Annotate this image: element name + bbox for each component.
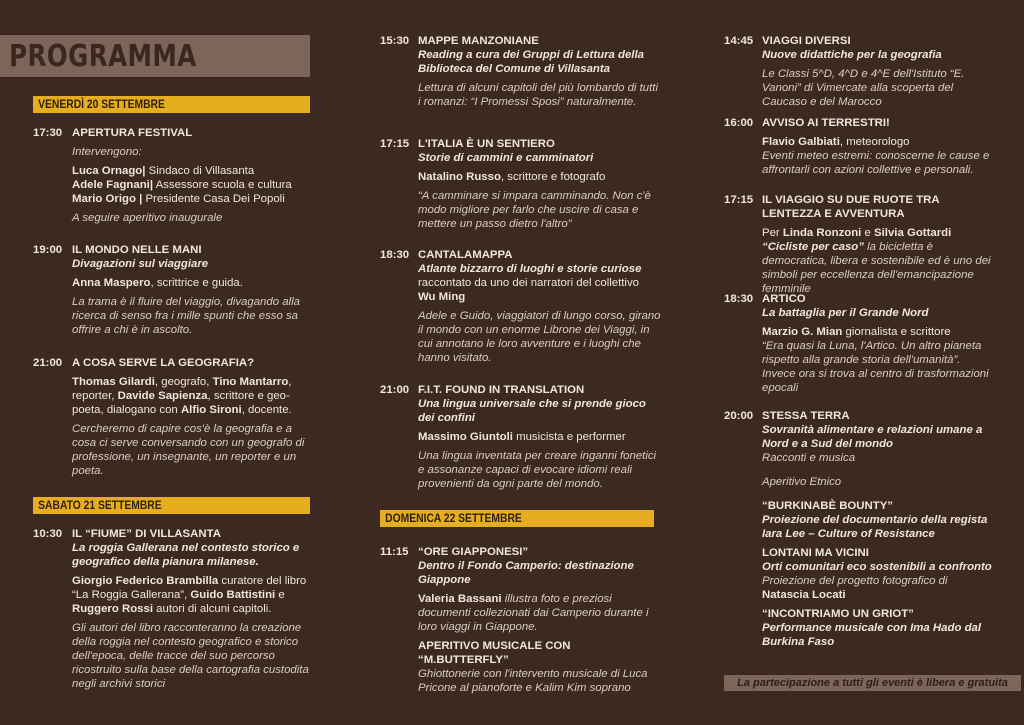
speaker-line: Flavio Galbiati, meteorologo — [762, 136, 910, 148]
event-description: Eventi meteo estremi: conoscerne le cause e affrontarli con azioni collettive e personali. — [762, 150, 990, 176]
performance-subtitle: Performance musicale con Ima Hado dal Burkina Faso — [762, 622, 982, 648]
event-subtitle: Una lingua universale che si prende gioco dei confini — [418, 398, 646, 424]
event-time: 21:00 — [380, 384, 410, 396]
event-title: CANTALAMAPPA — [418, 249, 513, 261]
page-title-banner — [0, 35, 310, 77]
event-time: 16:00 — [724, 117, 754, 129]
event-time: 10:30 — [33, 528, 63, 540]
event-time: 20:00 — [724, 410, 754, 422]
speaker-line: Giorgio Federico Brambilla curatore del libro “La Roggia Gallerana”, Guido Battistini e Ruggero Rossi autori di alcuni capitoli. — [72, 575, 307, 615]
project-subtitle: Orti comunitari eco sostenibili a confronto — [762, 561, 992, 573]
speaker-line: Mario Origo | Presidente Casa Dei Popoli — [72, 193, 285, 205]
event-title: VIAGGI DIVERSI — [762, 35, 851, 47]
speaker-line: Massimo Giuntoli musicista e performer — [418, 431, 626, 443]
event-subtitle: Sovranità alimentare e relazioni umane a Nord e a Sud del mondo — [762, 424, 983, 450]
event-title: IL MONDO NELLE MANI — [72, 244, 202, 256]
event-description: Lettura di alcuni capitoli del più lombardo di tutti i romanzi: “I Promessi Sposi” naturalmente. — [418, 82, 658, 108]
event-intro: Intervengono: — [72, 146, 142, 158]
event-description: Una lingua inventata per creare inganni fonetici e assonanze capaci di evocare idiomi reali provenienti da ogni parte del mondo. — [418, 450, 657, 490]
project-title: LONTANI MA VICINI — [762, 547, 869, 559]
event-description: Racconti e musica — [762, 452, 856, 464]
event-title: F.I.T. FOUND IN TRANSLATION — [418, 384, 585, 396]
day-header-friday: VENERDÌ 20 SETTEMBRE — [33, 96, 310, 113]
screening-title: “BURKINABÈ BOUNTY” — [762, 500, 893, 512]
page-title: PROGRAMMA — [9, 39, 197, 74]
event-title: AVVISO AI TERRESTRI! — [762, 117, 890, 129]
speaker-line: Thomas Gilardi, geografo, Tino Mantarro, reporter, Davide Sapienza, scrittore e geo-poeta, dialogano con Alfio Sironi, docente. — [72, 376, 292, 416]
event-title-aperitivo: APERITIVO MUSICALE CON “M.BUTTERFLY” — [418, 640, 571, 666]
event-description: Ghiottonerie con l'intervento musicale di Luca Pricone al pianoforte e Kalim Kim soprano — [418, 668, 648, 694]
speaker-line: Marzio G. Mian giornalista e scrittore — [762, 326, 951, 338]
event-title: APERTURA FESTIVAL — [72, 127, 193, 139]
event-time: 21:00 — [33, 357, 63, 369]
event-time: 19:00 — [33, 244, 63, 256]
speaker-line: Adele Fagnani| Assessore scuola e cultura — [72, 179, 292, 191]
event-subtitle: La battaglia per il Grande Nord — [762, 307, 929, 319]
event-description: “Era quasi la Luna, l'Artico. Un altro pianeta rispetto alla grande storia dell'umanità”. Invece ora si trova al centro di trasformazioni epocali — [762, 340, 989, 394]
event-description: Le Classi 5^D, 4^D e 4^E dell'Istituto “E. Vanoni” di Vimercate alla scoperta del Caucaso e del Marocco — [762, 68, 965, 108]
event-time: 18:30 — [380, 249, 410, 261]
speaker-line: Luca Ornago| Sindaco di Villasanta — [72, 165, 255, 177]
event-time: 17:30 — [33, 127, 63, 139]
project-description: Proiezione del progetto fotografico di — [762, 575, 948, 587]
event-title: “ORE GIAPPONESI” — [418, 546, 529, 558]
event-subtitle: Divagazioni sul viaggiare — [72, 258, 209, 270]
event-time: 15:30 — [380, 35, 410, 47]
event-title: STESSA TERRA — [762, 410, 850, 422]
event-line: raccontato da uno dei narratori del collettivo — [418, 277, 639, 289]
event-title: MAPPE MANZONIANE — [418, 35, 539, 47]
event-title: IL VIAGGIO SU DUE RUOTE TRA LENTEZZA E AVVENTURA — [762, 194, 940, 220]
event-title: ARTICO — [762, 293, 806, 305]
speaker-line: Natalino Russo, scrittore e fotografo — [418, 171, 606, 183]
screening-subtitle: Proiezione del documentario della regista Iara Lee – Culture of Resistance — [762, 514, 988, 540]
event-subtitle: Dentro il Fondo Camperio: destinazione Giappone — [418, 560, 634, 586]
speaker-name: Wu Ming — [418, 291, 466, 303]
event-description: La trama è il fluire del viaggio, divagando alla ricerca di senso fra i mille spunti che esso sa offrire a chi è in ascolto. — [72, 296, 300, 336]
event-description: Adele e Guido, viaggiatori di lungo corso, girano il mondo con un enorme Librone dei Viaggi, in cui annotano le loro avventure e i luoghi che hanno visitato. — [418, 310, 661, 364]
event-subtitle: La roggia Gallerana nel contesto storico e geografico della pianura milanese. — [72, 542, 300, 568]
event-time: 17:15 — [380, 138, 410, 150]
free-entry-note: La partecipazione a tutti gli eventi è libera e gratuita — [724, 675, 1021, 691]
event-subtitle: Nuove didattiche per la geografia — [762, 49, 942, 61]
event-time: 18:30 — [724, 293, 754, 305]
performance-title: “INCONTRIAMO UN GRIOT” — [762, 608, 914, 620]
day-header-saturday: SABATO 21 SETTEMBRE — [33, 497, 310, 514]
event-subtitle: Storie di cammini e camminatori — [418, 152, 594, 164]
event-description: Per Linda Ronzoni e Silvia Gottardi “Cicliste per caso” la bicicletta è democratica, libera e sostenibile ed è uno dei simboli per eccellenza dell'emancipazione femminile — [762, 227, 991, 295]
event-time: 14:45 — [724, 35, 754, 47]
event-note: A seguire aperitivo inaugurale — [72, 212, 223, 224]
speaker-line: Valeria Bassani illustra foto e preziosi documenti collezionati dai Camperio durante i loro viaggi in Giappone. — [418, 593, 649, 633]
project-author: Natascia Locati — [762, 589, 846, 601]
event-description: Cercheremo di capire cos'è la geografia e a cosa ci serve conversando con un geografo di professione, un insegnante, un reporter e un poeta. — [72, 423, 305, 477]
speaker-line: Anna Maspero, scrittrice e guida. — [72, 277, 243, 289]
event-time: 11:15 — [380, 546, 409, 558]
event-description: “A camminare si impara camminando. Non c'è modo migliore per farlo che uscire di casa e mettere un passo dietro l'altro” — [418, 190, 651, 230]
event-aperitivo: Aperitivo Etnico — [762, 476, 842, 488]
event-subtitle: Atlante bizzarro di luoghi e storie curiose — [418, 263, 642, 275]
event-title: L'ITALIA È UN SENTIERO — [418, 138, 555, 150]
event-subtitle: Reading a cura dei Gruppi di Lettura della Biblioteca del Comune di Villasanta — [418, 49, 644, 75]
day-header-sunday: DOMENICA 22 SETTEMBRE — [380, 510, 654, 527]
event-title: IL “FIUME” DI VILLASANTA — [72, 528, 221, 540]
event-description: Gli autori del libro racconteranno la creazione della roggia nel contesto geografico e storico dell'epoca, delle tracce del suo percorso ricostruito sulla base della cartografia custodita negli archivi storici — [72, 622, 309, 690]
event-time: 17:15 — [724, 194, 754, 206]
event-title: A COSA SERVE LA GEOGRAFIA? — [72, 357, 255, 369]
